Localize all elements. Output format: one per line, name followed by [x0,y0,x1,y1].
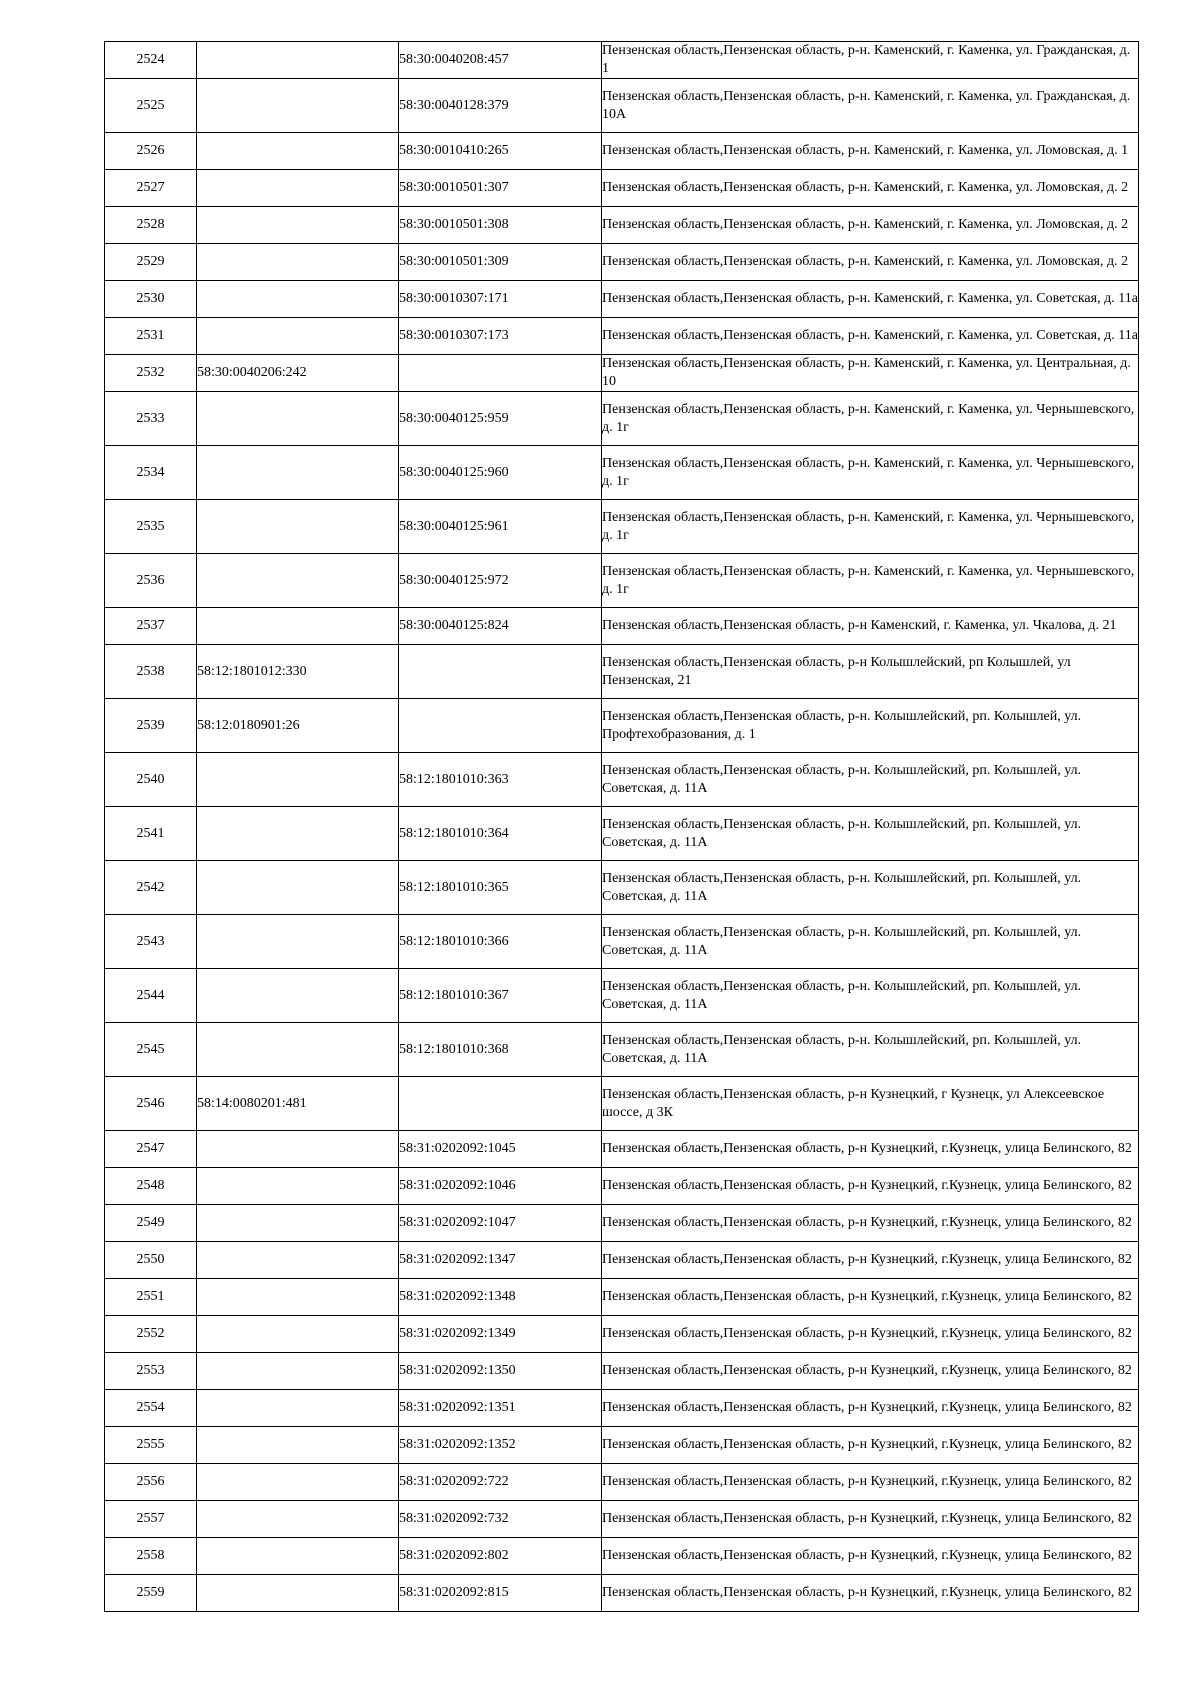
cadastral-number-cell [197,753,399,807]
table-row [105,1501,1139,1538]
cadastral-number-cell [197,1023,399,1077]
row-number-cell: 2558 [105,1538,197,1575]
row-number-cell: 2539 [105,699,197,753]
table-row [105,753,1139,807]
row-number-cell: 2543 [105,915,197,969]
address-cell: Пензенская область,Пензенская область, р-н Каменский, г. Каменка, ул. Чкалова, д. 21 [602,608,1139,645]
address-cell: Пензенская область,Пензенская область, р-н. Каменский, г. Каменка, ул. Гражданская, д. 1 [602,42,1139,79]
row-number-cell: 2538 [105,645,197,699]
table-row [105,1168,1139,1205]
object-cadastral-number-cell: 58:31:0202092:1350 [399,1353,602,1390]
address-cell: Пензенская область,Пензенская область, р-н. Каменский, г. Каменка, ул. Ломовская, д. 2 [602,244,1139,281]
table-row [105,79,1139,133]
cadastral-number-cell [197,392,399,446]
cadastral-number-cell [197,133,399,170]
table-row [105,355,1139,392]
row-number-cell: 2547 [105,1131,197,1168]
address-cell: Пензенская область,Пензенская область, р-н. Каменский, г. Каменка, ул. Ломовская, д. 2 [602,170,1139,207]
cadastral-number-cell [197,207,399,244]
row-number-cell: 2535 [105,500,197,554]
object-cadastral-number-cell [399,1077,602,1131]
address-cell: Пензенская область,Пензенская область, р-н. Колышлейский, рп. Колышлей, ул. Советская, д. 11А [602,915,1139,969]
row-number-cell: 2551 [105,1279,197,1316]
object-cadastral-number-cell [399,645,602,699]
address-cell: Пензенская область,Пензенская область, р-н Кузнецкий, г.Кузнецк, улица Белинского, 82 [602,1575,1139,1612]
table-row [105,554,1139,608]
document-page [104,41,1138,1612]
address-cell: Пензенская область,Пензенская область, р-н. Колышлейский, рп. Колышлей, ул. Советская, д. 11А [602,753,1139,807]
address-cell: Пензенская область,Пензенская область, р-н Кузнецкий, г.Кузнецк, улица Белинского, 82 [602,1427,1139,1464]
table-row [105,915,1139,969]
cadastral-number-cell [197,79,399,133]
address-cell: Пензенская область,Пензенская область, р-н Кузнецкий, г.Кузнецк, улица Белинского, 82 [602,1390,1139,1427]
object-cadastral-number-cell: 58:30:0010501:309 [399,244,602,281]
row-number-cell: 2544 [105,969,197,1023]
row-number-cell: 2531 [105,318,197,355]
address-cell: Пензенская область,Пензенская область, р-н Кузнецкий, г.Кузнецк, улица Белинского, 82 [602,1168,1139,1205]
cadastral-number-cell [197,1279,399,1316]
cadastral-number-cell [197,500,399,554]
cadastral-number-cell [197,915,399,969]
cadastral-number-cell [197,1205,399,1242]
cadastral-number-cell [197,1242,399,1279]
row-number-cell: 2528 [105,207,197,244]
row-number-cell: 2548 [105,1168,197,1205]
cadastral-number-cell: 58:12:0180901:26 [197,699,399,753]
object-cadastral-number-cell: 58:31:0202092:815 [399,1575,602,1612]
cadastral-number-cell [197,1575,399,1612]
address-cell: Пензенская область,Пензенская область, р-н Кузнецкий, г.Кузнецк, улица Белинского, 82 [602,1501,1139,1538]
row-number-cell: 2537 [105,608,197,645]
row-number-cell: 2524 [105,42,197,79]
table-row [105,318,1139,355]
table-row [105,807,1139,861]
cadastral-number-cell [197,861,399,915]
table-row [105,969,1139,1023]
row-number-cell: 2525 [105,79,197,133]
row-number-cell: 2554 [105,1390,197,1427]
cadastral-number-cell [197,42,399,79]
address-cell: Пензенская область,Пензенская область, р-н Кузнецкий, г.Кузнецк, улица Белинского, 82 [602,1538,1139,1575]
row-number-cell: 2530 [105,281,197,318]
row-number-cell: 2556 [105,1464,197,1501]
address-cell: Пензенская область,Пензенская область, р-н. Колышлейский, рп. Колышлей, ул. Советская, д. 11А [602,969,1139,1023]
object-cadastral-number-cell: 58:31:0202092:1047 [399,1205,602,1242]
cadastral-number-cell: 58:30:0040206:242 [197,355,399,392]
object-cadastral-number-cell: 58:12:1801010:365 [399,861,602,915]
table-row [105,608,1139,645]
row-number-cell: 2550 [105,1242,197,1279]
cadastral-number-cell [197,281,399,318]
cadastral-number-cell [197,318,399,355]
object-cadastral-number-cell: 58:30:0040125:960 [399,446,602,500]
address-cell: Пензенская область,Пензенская область, р-н. Каменский, г. Каменка, ул. Ломовская, д. 1 [602,133,1139,170]
cadastral-number-cell: 58:12:1801012:330 [197,645,399,699]
object-cadastral-number-cell: 58:30:0040208:457 [399,42,602,79]
cadastral-number-cell [197,1353,399,1390]
object-cadastral-number-cell: 58:30:0040125:961 [399,500,602,554]
row-number-cell: 2527 [105,170,197,207]
object-cadastral-number-cell: 58:31:0202092:1347 [399,1242,602,1279]
row-number-cell: 2526 [105,133,197,170]
object-cadastral-number-cell: 58:12:1801010:368 [399,1023,602,1077]
object-cadastral-number-cell: 58:30:0040125:972 [399,554,602,608]
address-cell: Пензенская область,Пензенская область, р-н Кузнецкий, г.Кузнецк, улица Белинского, 82 [602,1353,1139,1390]
address-cell: Пензенская область,Пензенская область, р-н. Каменский, г. Каменка, ул. Чернышевского, д. 1г [602,500,1139,554]
object-cadastral-number-cell: 58:12:1801010:367 [399,969,602,1023]
cadastral-number-cell [197,1131,399,1168]
object-cadastral-number-cell: 58:12:1801010:364 [399,807,602,861]
address-cell: Пензенская область,Пензенская область, р-н Кузнецкий, г.Кузнецк, улица Белинского, 82 [602,1131,1139,1168]
table-row [105,1316,1139,1353]
cadastral-number-cell [197,170,399,207]
object-cadastral-number-cell: 58:31:0202092:732 [399,1501,602,1538]
address-cell: Пензенская область,Пензенская область, р-н. Колышлейский, рп. Колышлей, ул. Советская, д. 11А [602,861,1139,915]
table-row [105,1205,1139,1242]
row-number-cell: 2546 [105,1077,197,1131]
address-cell: Пензенская область,Пензенская область, р-н Кузнецкий, г.Кузнецк, улица Белинского, 82 [602,1279,1139,1316]
address-cell: Пензенская область,Пензенская область, р-н Кузнецкий, г.Кузнецк, улица Белинского, 82 [602,1464,1139,1501]
cadastral-number-cell [197,1464,399,1501]
object-cadastral-number-cell: 58:30:0010307:171 [399,281,602,318]
address-cell: Пензенская область,Пензенская область, р-н. Каменский, г. Каменка, ул. Гражданская, д. 10А [602,79,1139,133]
table-row [105,133,1139,170]
address-cell: Пензенская область,Пензенская область, р-н Кузнецкий, г.Кузнецк, улица Белинского, 82 [602,1316,1139,1353]
cadastral-number-cell [197,1501,399,1538]
cadastral-number-cell [197,1316,399,1353]
object-cadastral-number-cell: 58:30:0010307:173 [399,318,602,355]
object-cadastral-number-cell: 58:31:0202092:802 [399,1538,602,1575]
address-cell: Пензенская область,Пензенская область, р-н. Каменский, г. Каменка, ул. Чернышевского, д. 1г [602,554,1139,608]
registry-table-body [105,42,1139,1612]
object-cadastral-number-cell [399,699,602,753]
table-row [105,645,1139,699]
object-cadastral-number-cell: 58:30:0040125:824 [399,608,602,645]
table-row [105,244,1139,281]
table-row [105,170,1139,207]
row-number-cell: 2541 [105,807,197,861]
table-row [105,1538,1139,1575]
cadastral-number-cell [197,807,399,861]
object-cadastral-number-cell [399,355,602,392]
address-cell: Пензенская область,Пензенская область, р-н Кузнецкий, г.Кузнецк, улица Белинского, 82 [602,1205,1139,1242]
row-number-cell: 2545 [105,1023,197,1077]
row-number-cell: 2536 [105,554,197,608]
table-row [105,861,1139,915]
cadastral-number-cell [197,1427,399,1464]
table-row [105,699,1139,753]
cadastral-number-cell [197,244,399,281]
property-registry-table [104,41,1139,1612]
object-cadastral-number-cell: 58:31:0202092:1045 [399,1131,602,1168]
row-number-cell: 2532 [105,355,197,392]
object-cadastral-number-cell: 58:30:0010501:307 [399,170,602,207]
object-cadastral-number-cell: 58:31:0202092:1351 [399,1390,602,1427]
row-number-cell: 2540 [105,753,197,807]
address-cell: Пензенская область,Пензенская область, р-н. Колышлейский, рп. Колышлей, ул. Советская, д. 11А [602,1023,1139,1077]
table-row [105,1077,1139,1131]
row-number-cell: 2529 [105,244,197,281]
row-number-cell: 2549 [105,1205,197,1242]
object-cadastral-number-cell: 58:31:0202092:1348 [399,1279,602,1316]
row-number-cell: 2542 [105,861,197,915]
address-cell: Пензенская область,Пензенская область, р-н Кузнецкий, г Кузнецк, ул Алексеевское шоссе, д 3К [602,1077,1139,1131]
table-row [105,1279,1139,1316]
cadastral-number-cell [197,608,399,645]
row-number-cell: 2534 [105,446,197,500]
row-number-cell: 2552 [105,1316,197,1353]
object-cadastral-number-cell: 58:30:0040128:379 [399,79,602,133]
cadastral-number-cell [197,969,399,1023]
table-row [105,1242,1139,1279]
address-cell: Пензенская область,Пензенская область, р-н. Каменский, г. Каменка, ул. Центральная, д. 10 [602,355,1139,392]
table-row [105,281,1139,318]
address-cell: Пензенская область,Пензенская область, р-н. Колышлейский, рп. Колышлей, ул. Советская, д. 11А [602,807,1139,861]
cadastral-number-cell [197,1168,399,1205]
table-row [105,1131,1139,1168]
table-row [105,500,1139,554]
row-number-cell: 2553 [105,1353,197,1390]
table-row [105,392,1139,446]
object-cadastral-number-cell: 58:12:1801010:366 [399,915,602,969]
address-cell: Пензенская область,Пензенская область, р-н. Каменский, г. Каменка, ул. Советская, д. 11а [602,318,1139,355]
address-cell: Пензенская область,Пензенская область, р-н Колышлейский, рп Колышлей, ул Пензенская, 21 [602,645,1139,699]
object-cadastral-number-cell: 58:30:0010501:308 [399,207,602,244]
row-number-cell: 2559 [105,1575,197,1612]
cadastral-number-cell [197,1390,399,1427]
row-number-cell: 2557 [105,1501,197,1538]
object-cadastral-number-cell: 58:31:0202092:722 [399,1464,602,1501]
row-number-cell: 2555 [105,1427,197,1464]
table-row [105,446,1139,500]
object-cadastral-number-cell: 58:30:0040125:959 [399,392,602,446]
cadastral-number-cell: 58:14:0080201:481 [197,1077,399,1131]
cadastral-number-cell [197,1538,399,1575]
address-cell: Пензенская область,Пензенская область, р-н Кузнецкий, г.Кузнецк, улица Белинского, 82 [602,1242,1139,1279]
table-row [105,1023,1139,1077]
table-row [105,207,1139,244]
row-number-cell: 2533 [105,392,197,446]
address-cell: Пензенская область,Пензенская область, р-н. Каменский, г. Каменка, ул. Чернышевского, д. 1г [602,392,1139,446]
object-cadastral-number-cell: 58:31:0202092:1349 [399,1316,602,1353]
object-cadastral-number-cell: 58:31:0202092:1352 [399,1427,602,1464]
table-row [105,1390,1139,1427]
address-cell: Пензенская область,Пензенская область, р-н. Каменский, г. Каменка, ул. Советская, д. 11а [602,281,1139,318]
table-row [105,1427,1139,1464]
object-cadastral-number-cell: 58:31:0202092:1046 [399,1168,602,1205]
table-row [105,1353,1139,1390]
address-cell: Пензенская область,Пензенская область, р-н. Каменский, г. Каменка, ул. Чернышевского, д. 1г [602,446,1139,500]
object-cadastral-number-cell: 58:30:0010410:265 [399,133,602,170]
address-cell: Пензенская область,Пензенская область, р-н. Колышлейский, рп. Колышлей, ул. Профтехобразования, д. 1 [602,699,1139,753]
cadastral-number-cell [197,446,399,500]
cadastral-number-cell [197,554,399,608]
object-cadastral-number-cell: 58:12:1801010:363 [399,753,602,807]
table-row [105,42,1139,79]
address-cell: Пензенская область,Пензенская область, р-н. Каменский, г. Каменка, ул. Ломовская, д. 2 [602,207,1139,244]
table-row [105,1464,1139,1501]
table-row [105,1575,1139,1612]
